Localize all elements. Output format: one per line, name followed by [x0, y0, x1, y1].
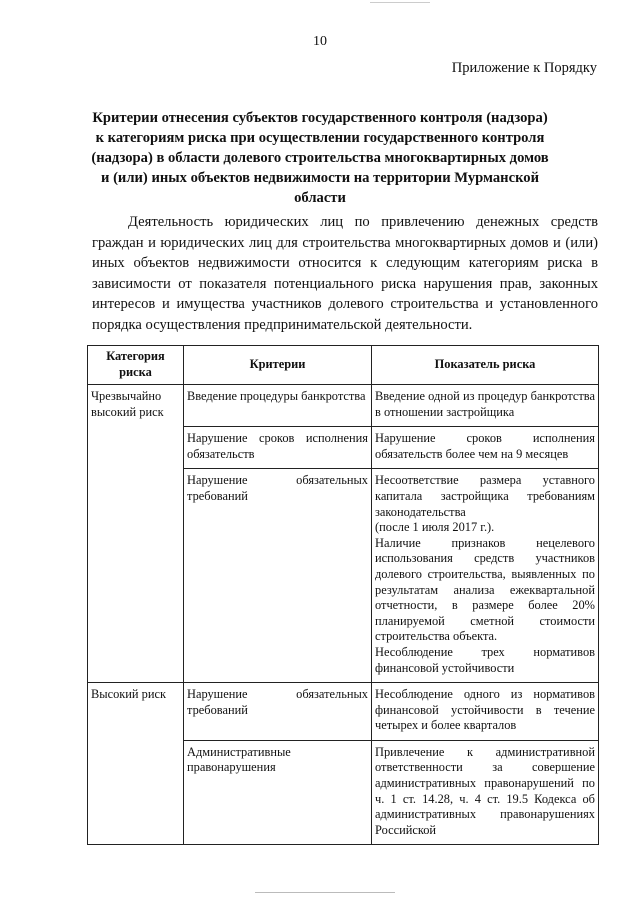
title-line: (надзора) в области долевого строительства многоквартирных домов	[91, 150, 549, 166]
indicator-cell	[372, 469, 599, 683]
indicator-cell	[372, 427, 599, 469]
header-category: Категория риска	[88, 346, 184, 385]
indicator-text: (после 1 июля 2017 г.).	[375, 520, 495, 535]
indicator-cell	[372, 385, 599, 427]
indicator-text: Привлечение к административной ответственности за совершение административных правонарушений по ч. 1 ст. 14.28, ч. 4 ст. 19.5 Кодекса об административных правонарушениях Российской	[375, 744, 595, 837]
criterion-text: Нарушение сроков исполнения обязательств	[187, 431, 368, 461]
criterion-cell	[184, 469, 372, 683]
indicator-cell	[372, 740, 599, 845]
table-row	[88, 385, 599, 427]
title-line: Критерии отнесения субъектов государственного контроля (надзора)	[92, 110, 548, 126]
indicator-text: Введение одной из процедур банкротства в отношении застройщика	[375, 389, 595, 419]
intro-paragraph: Деятельность юридических лиц по привлечению денежных средств граждан и юридических лиц для строительства многоквартирных домов и (или) иных объектов недвижимости относится к следующим категориям риска в зависимости от показателя потенциального риска нарушения прав, законных интересов и имущества участников долевого строительства и установленного порядка осуществления предпринимательской деятельности.	[92, 214, 598, 333]
criterion-text: Нарушение обязательных требований	[187, 687, 368, 717]
indicator-text: Несоответствие размера уставного капитала застройщика требованиям законодательства	[375, 473, 595, 519]
category-cell: Чрезвычайно высокий риск	[88, 385, 184, 683]
risk-criteria-table	[87, 345, 599, 845]
indicator-text: Наличие признаков нецелевого использования средств участников долевого строительства, выявленных по результатам анализа ежеквартальной отчетности, в размере более 20% планируемой сметной стоимости строительства объекта.	[375, 535, 595, 644]
criterion-cell	[184, 427, 372, 469]
document-title	[60, 108, 580, 208]
indicator-text: Нарушение сроков исполнения обязательств более чем на 9 месяцев	[375, 431, 595, 461]
indicator-cell	[372, 683, 599, 741]
criterion-text: Введение процедуры банкротства	[187, 389, 366, 403]
criterion-cell	[184, 683, 372, 741]
page-number: 10	[313, 34, 327, 49]
table-header-row	[88, 346, 599, 385]
title-line: к категориям риска при осуществлении государственного контроля	[95, 130, 545, 146]
indicator-text: Несоблюдение одного из нормативов финансовой устойчивости в течение четырех и более кварталов	[375, 687, 595, 733]
top-edge-line	[370, 2, 430, 3]
criterion-cell	[184, 385, 372, 427]
criterion-text: Административные правонарушения	[187, 744, 291, 775]
title-line: области	[294, 190, 346, 206]
indicator-text: Несоблюдение трех нормативов финансовой устойчивости	[375, 644, 595, 675]
appendix-label: Приложение к Порядку	[451, 60, 597, 76]
criterion-text: Нарушение обязательных требований	[187, 473, 368, 503]
bottom-edge-line	[255, 892, 395, 893]
criterion-cell	[184, 740, 372, 845]
table-row	[88, 683, 599, 741]
header-criteria: Критерии	[184, 346, 372, 385]
header-indicator: Показатель риска	[372, 346, 599, 385]
category-cell: Высокий риск	[88, 683, 184, 845]
title-line: и (или) иных объектов недвижимости на территории Мурманской	[101, 170, 539, 186]
